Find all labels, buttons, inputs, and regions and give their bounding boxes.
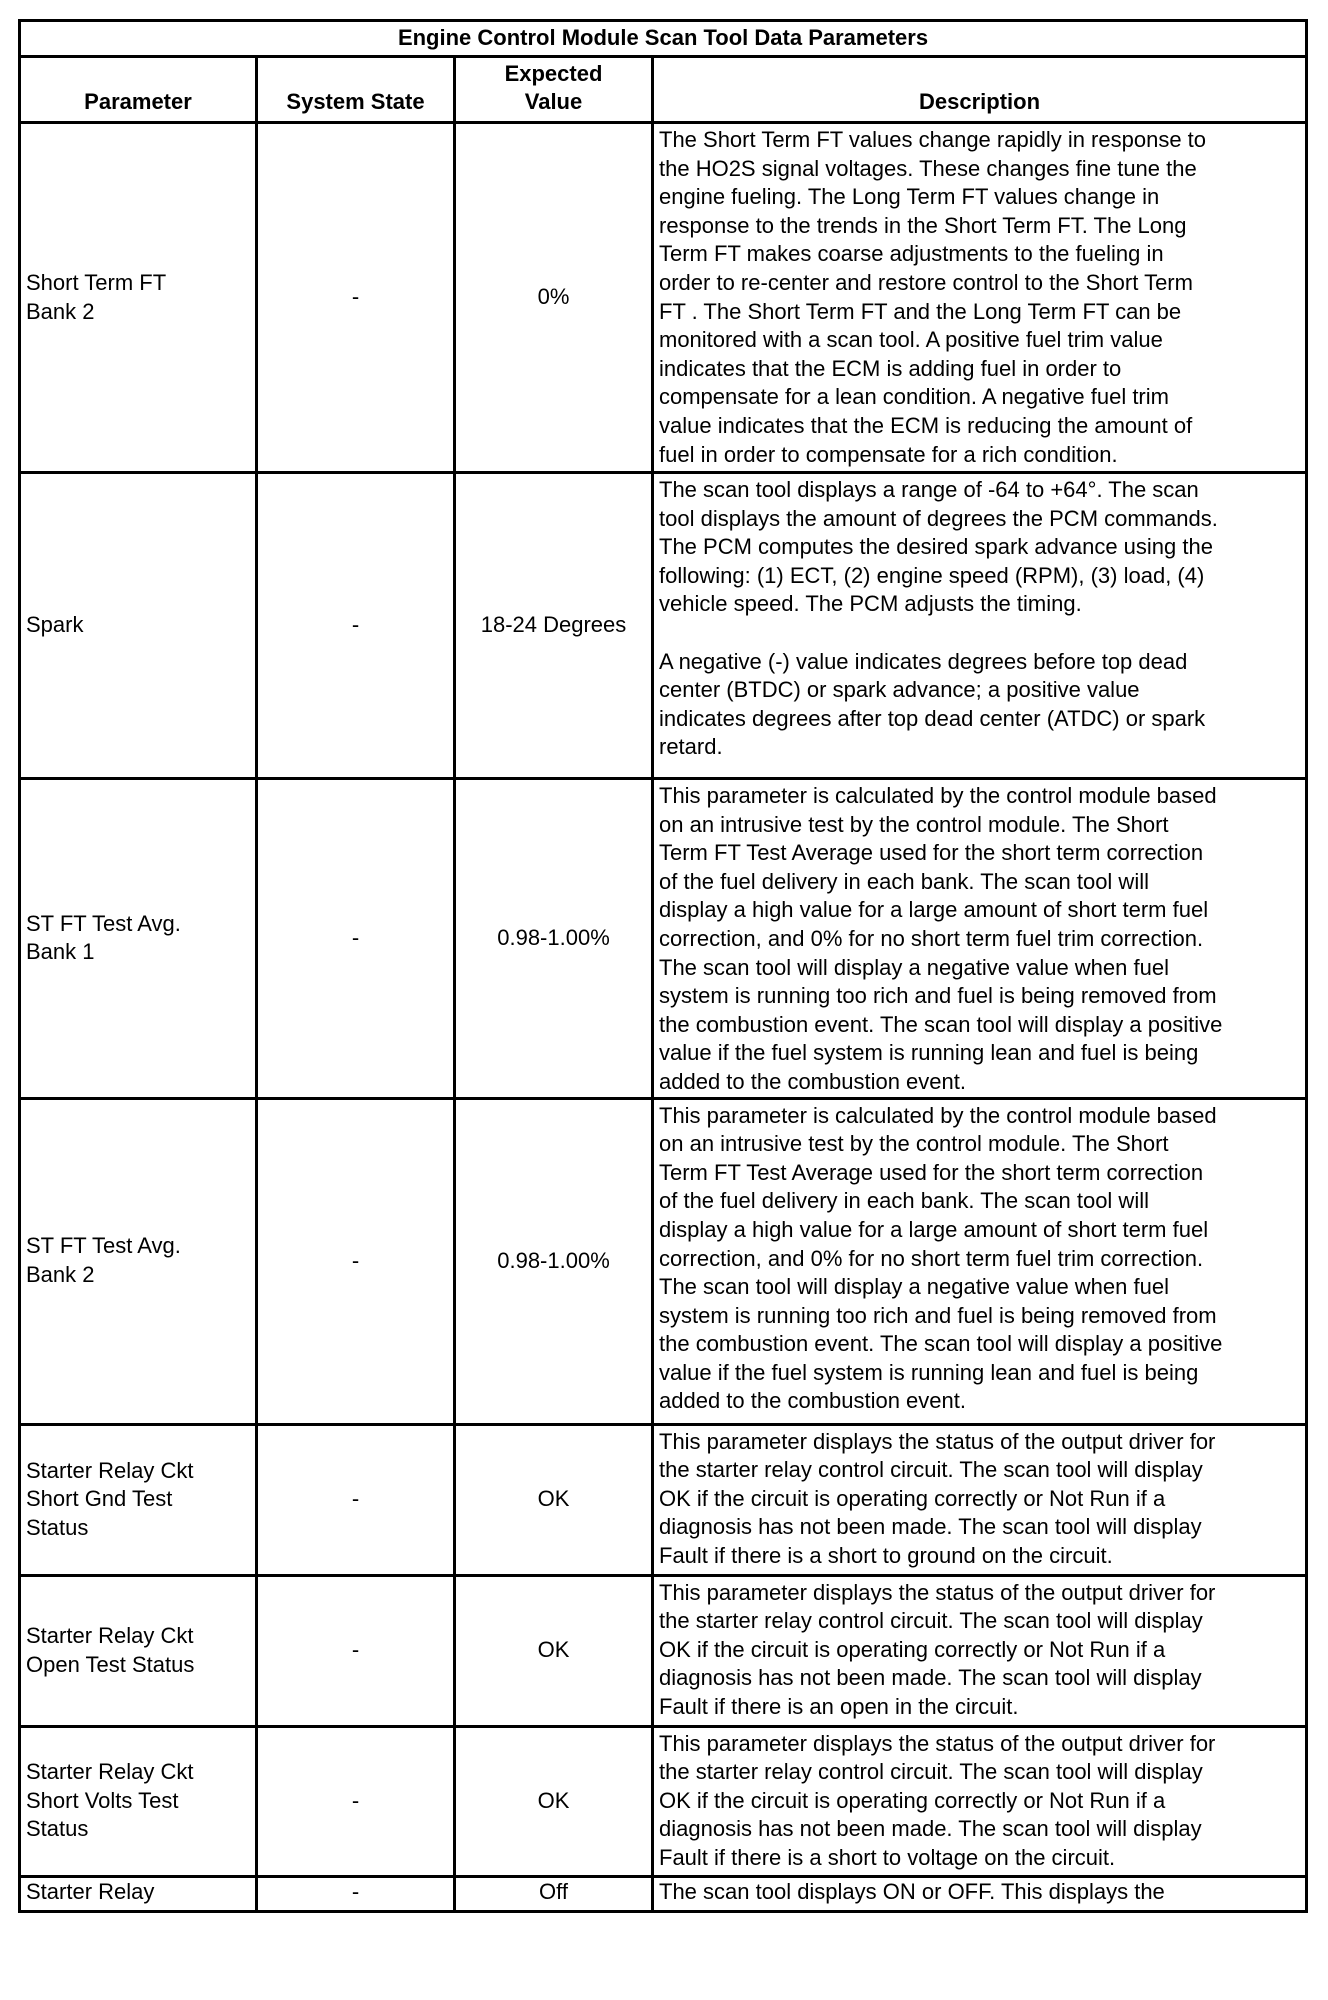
text-line: display a high value for a large amount of short term fuel [659, 1216, 1209, 1242]
header-expected-value: Expected Value [455, 57, 653, 123]
parameter-cell [20, 1424, 257, 1575]
description-cell [653, 1098, 1307, 1424]
text-line: Short Volts Test [26, 1787, 179, 1813]
text-line: Fault if there is an open in the circuit. [659, 1693, 1019, 1719]
text-line: Bank 2 [26, 1262, 95, 1288]
text-line: indicates that the ECM is adding fuel in order to [659, 355, 1122, 381]
text-line: The scan tool displays a range of -64 to +64°. The scan [659, 477, 1199, 502]
text-line: ST FT Test Avg. [26, 910, 181, 936]
system-state-cell: - [257, 123, 455, 473]
text-line: The PCM computes the desired spark advance using the [659, 534, 1213, 560]
text-line: This parameter is calculated by the control module based [659, 1102, 1217, 1128]
parameter-cell [20, 1876, 257, 1911]
text-line: engine fueling. The Long Term FT values change in [659, 184, 1160, 210]
text-line: OK if the circuit is operating correctly or Not Run if a [659, 1485, 1166, 1511]
description-cell [653, 1876, 1307, 1911]
text-line: Status [26, 1514, 89, 1540]
expected-value-cell: 0% [455, 123, 653, 473]
parameter-cell [20, 1726, 257, 1876]
text-line: system is running too rich and fuel is being removed from [659, 1302, 1217, 1328]
parameter-cell [20, 1098, 257, 1424]
text-line [659, 619, 1300, 648]
text-line: display a high value for a large amount of short term fuel [659, 897, 1209, 923]
parameter-cell [20, 123, 257, 473]
text-line: Bank 1 [26, 939, 95, 965]
text-line: monitored with a scan tool. A positive fuel trim value [659, 327, 1163, 353]
text-line: correction, and 0% for no short term fuel trim correction. [659, 925, 1204, 951]
text-line: diagnosis has not been made. The scan tool will display [659, 1514, 1202, 1540]
text-line: This parameter is calculated by the control module based [659, 783, 1217, 808]
text-line: FT . The Short Term FT and the Long Term FT can be [659, 298, 1182, 324]
table-title: Engine Control Module Scan Tool Data Parameters [20, 21, 1307, 57]
text-line: compensate for a lean condition. A negative fuel trim [659, 384, 1169, 410]
text-line: diagnosis has not been made. The scan tool will display [659, 1816, 1202, 1842]
table-row [20, 1876, 1307, 1911]
description-cell [653, 473, 1307, 779]
expected-value-cell: OK [455, 1726, 653, 1876]
parameter-cell [20, 1575, 257, 1726]
text-line: Open Test Status [26, 1651, 195, 1677]
text-line: OK if the circuit is operating correctly or Not Run if a [659, 1636, 1166, 1662]
table-row [20, 1424, 1307, 1575]
table-row [20, 1098, 1307, 1424]
text-line: The scan tool displays ON or OFF. This displays the [659, 1878, 1165, 1904]
description-cell [653, 123, 1307, 473]
text-line: Starter Relay Ckt [26, 1457, 194, 1483]
system-state-cell: - [257, 1876, 455, 1911]
parameter-cell [20, 779, 257, 1099]
text-line: on an intrusive test by the control module. The Short [659, 811, 1169, 837]
text-line: Starter Relay Ckt [26, 1622, 194, 1648]
system-state-cell: - [257, 1726, 455, 1876]
system-state-cell: - [257, 1098, 455, 1424]
table-row [20, 473, 1307, 779]
text-line: retard. [659, 734, 723, 760]
text-line: Term FT Test Average used for the short term correction [659, 1159, 1204, 1185]
expected-value-cell: 0.98-1.00% [455, 1098, 653, 1424]
table-row [20, 1575, 1307, 1726]
text-line: The scan tool will display a negative value when fuel [659, 1274, 1169, 1300]
system-state-cell: - [257, 1424, 455, 1575]
system-state-cell: - [257, 779, 455, 1099]
text-line: This parameter displays the status of the output driver for [659, 1579, 1216, 1605]
expected-value-cell: OK [455, 1424, 653, 1575]
text-line: the HO2S signal voltages. These changes fine tune the [659, 155, 1197, 181]
description-cell [653, 1575, 1307, 1726]
text-line: Fault if there is a short to voltage on the circuit. [659, 1844, 1116, 1870]
expected-value-cell: OK [455, 1575, 653, 1726]
text-line: Status [26, 1816, 89, 1842]
header-parameter: Parameter [20, 57, 257, 123]
text-line: value if the fuel system is running lean and fuel is being [659, 1359, 1199, 1385]
text-line: Starter Relay [26, 1878, 155, 1904]
text-line: vehicle speed. The PCM adjusts the timing. [659, 591, 1082, 617]
text-line: value if the fuel system is running lean and fuel is being [659, 1040, 1199, 1066]
table-row [20, 123, 1307, 473]
parameter-cell [20, 473, 257, 779]
text-line: of the fuel delivery in each bank. The scan tool will [659, 1188, 1149, 1214]
text-line: center (BTDC) or spark advance; a positive value [659, 677, 1140, 703]
text-line: value indicates that the ECM is reducing the amount of [659, 412, 1193, 438]
text-line: This parameter displays the status of the output driver for [659, 1428, 1216, 1454]
text-line: The Short Term FT values change rapidly in response to [659, 127, 1207, 152]
text-line: the combustion event. The scan tool will display a positive [659, 1331, 1223, 1357]
header-description: Description [653, 57, 1307, 123]
text-line: response to the trends in the Short Term FT. The Long [659, 212, 1187, 238]
description-cell [653, 779, 1307, 1099]
header-system-state: System State [257, 57, 455, 123]
text-line: correction, and 0% for no short term fuel trim correction. [659, 1245, 1204, 1271]
text-line: Term FT Test Average used for the short term correction [659, 840, 1204, 866]
expected-value-cell: Off [455, 1876, 653, 1911]
text-line: Short Term FT [26, 269, 167, 295]
text-line: indicates degrees after top dead center (ATDC) or spark [659, 705, 1206, 731]
text-line: Spark [26, 612, 84, 638]
description-cell [653, 1726, 1307, 1876]
text-line: diagnosis has not been made. The scan tool will display [659, 1665, 1202, 1691]
table-row [20, 779, 1307, 1099]
text-line: added to the combustion event. [659, 1388, 966, 1414]
text-line: order to re-center and restore control to the Short Term [659, 269, 1193, 295]
text-line: fuel in order to compensate for a rich condition. [659, 441, 1118, 467]
text-line: Bank 2 [26, 298, 95, 324]
text-line: OK if the circuit is operating correctly or Not Run if a [659, 1787, 1166, 1813]
system-state-cell: - [257, 1575, 455, 1726]
text-line: of the fuel delivery in each bank. The scan tool will [659, 868, 1149, 894]
system-state-cell: - [257, 473, 455, 779]
table-row [20, 1726, 1307, 1876]
text-line: ST FT Test Avg. [26, 1233, 181, 1259]
text-line: the starter relay control circuit. The scan tool will display [659, 1759, 1203, 1785]
scan-tool-data-table [18, 19, 1308, 1913]
text-line: A negative (-) value indicates degrees before top dead [659, 648, 1188, 674]
description-cell [653, 1424, 1307, 1575]
text-line: the starter relay control circuit. The scan tool will display [659, 1608, 1203, 1634]
expected-value-cell: 0.98-1.00% [455, 779, 653, 1099]
text-line: the starter relay control circuit. The scan tool will display [659, 1457, 1203, 1483]
text-line: following: (1) ECT, (2) engine speed (RPM), (3) load, (4) [659, 562, 1205, 588]
text-line: Short Gnd Test [26, 1486, 173, 1512]
text-line: The scan tool will display a negative value when fuel [659, 954, 1169, 980]
text-line: Term FT makes coarse adjustments to the fueling in [659, 241, 1164, 267]
text-line: added to the combustion event. [659, 1068, 966, 1094]
text-line: system is running too rich and fuel is being removed from [659, 983, 1217, 1009]
text-line: This parameter displays the status of the output driver for [659, 1730, 1216, 1756]
text-line: on an intrusive test by the control module. The Short [659, 1131, 1169, 1157]
expected-value-cell: 18-24 Degrees [455, 473, 653, 779]
text-line: Fault if there is a short to ground on the circuit. [659, 1542, 1113, 1568]
text-line: Starter Relay Ckt [26, 1759, 194, 1785]
text-line: the combustion event. The scan tool will display a positive [659, 1011, 1223, 1037]
text-line: tool displays the amount of degrees the PCM commands. [659, 505, 1218, 531]
